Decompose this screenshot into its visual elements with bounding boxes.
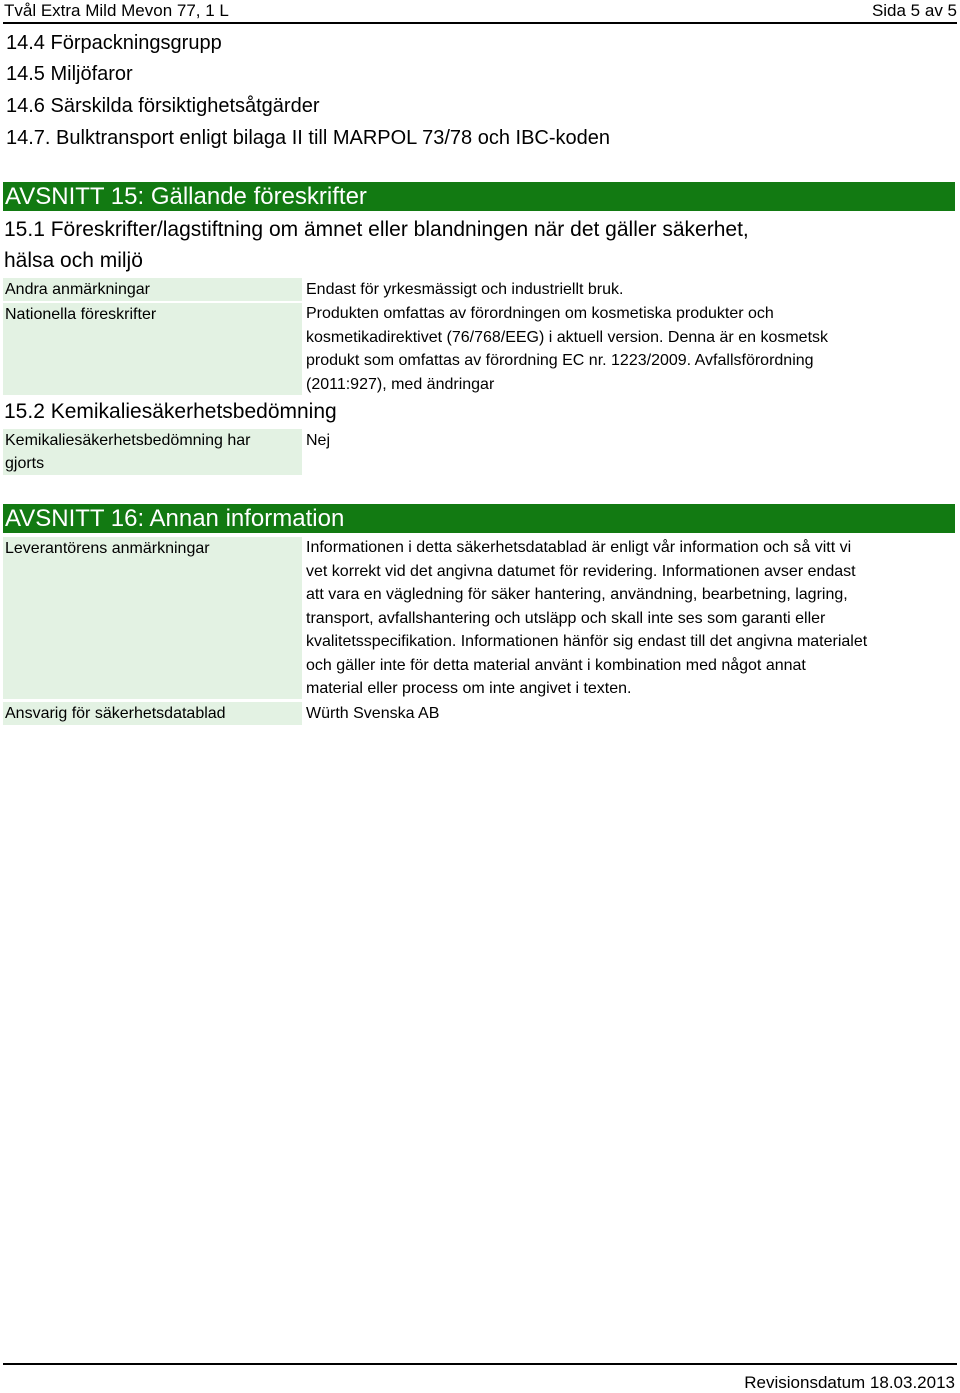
value-line: kvalitetsspecifikation. Informationen hänför sig endast till det angivna materialet [306,633,868,650]
subheading-15-1-line2: hälsa och miljö [4,249,143,272]
value-line: att vara en vägledning för säker hantering, användning, bearbetning, lagring, [306,586,848,603]
footer-divider [3,1363,957,1365]
label-supplier-remarks: Leverantörens anmärkningar [3,537,302,699]
value-line: Endast för yrkesmässigt och industriellt bruk. [306,281,624,298]
section-16-header: AVSNITT 16: Annan information [3,504,955,533]
heading-14-5: 14.5 Miljöfaror [6,63,133,85]
document-title: Tvål Extra Mild Mevon 77, 1 L [4,1,229,20]
page-number: Sida 5 av 5 [871,1,957,20]
subheading-15-1-line1: 15.1 Föreskrifter/lagstiftning om ämnet eller blandningen när det gäller säkerhet, [4,218,749,241]
value-line: vet korrekt vid det angivna datumet för revidering. Informationen avser endast [306,562,856,580]
value-line: kosmetikadirektivet (76/768/EEG) i aktuell version. Denna är en kosmetsk [306,328,829,346]
page-header [3,0,957,24]
value-line: material eller process om inte angivet i texten. [306,680,632,697]
value-sds-responsible: Würth Svenska AB [306,705,440,722]
value-supplier-remarks [306,536,867,701]
value-line: Produkten omfattas av förordningen om kosmetiska produkter och [306,305,774,322]
value-other-remarks [306,278,623,302]
value-line: och gäller inte för detta material använt i kombination med något annat [306,656,806,674]
subheading-15-2: 15.2 Kemikaliesäkerhetsbedömning [4,400,337,423]
label-line: gjorts [5,455,45,472]
label-national-regulations: Nationella föreskrifter [3,303,302,395]
label-line: Kemikaliesäkerhetsbedömning har [5,432,251,449]
value-line: transport, avfallshantering och utsläpp och skall inte ses som garanti eller [306,609,826,627]
heading-14-6: 14.6 Särskilda försiktighetsåtgärder [6,95,320,117]
value-line: Informationen i detta säkerhetsdatablad är enligt vår information och så vitt vi [306,539,852,556]
label-chemical-assessment [3,429,302,475]
value-line: produkt som omfattas av förordning EC nr. 1223/2009. Avfallsförordning [306,352,814,369]
value-line: (2011:927), med ändringar [306,375,495,393]
value-national-regulations [306,302,828,396]
label-other-remarks: Andra anmärkningar [3,278,302,301]
page-footer [0,1363,960,1393]
heading-14-7: 14.7. Bulktransport enligt bilaga II till MARPOL 73/78 och IBC-koden [6,127,611,149]
value-chemical-assessment: Nej [306,432,331,449]
label-sds-responsible: Ansvarig för säkerhetsdatablad [3,702,302,725]
section-15-header: AVSNITT 15: Gällande föreskrifter [3,182,955,211]
heading-14-4: 14.4 Förpackningsgrupp [6,32,222,54]
revision-date: Revisionsdatum 18.03.2013 [744,1373,955,1392]
